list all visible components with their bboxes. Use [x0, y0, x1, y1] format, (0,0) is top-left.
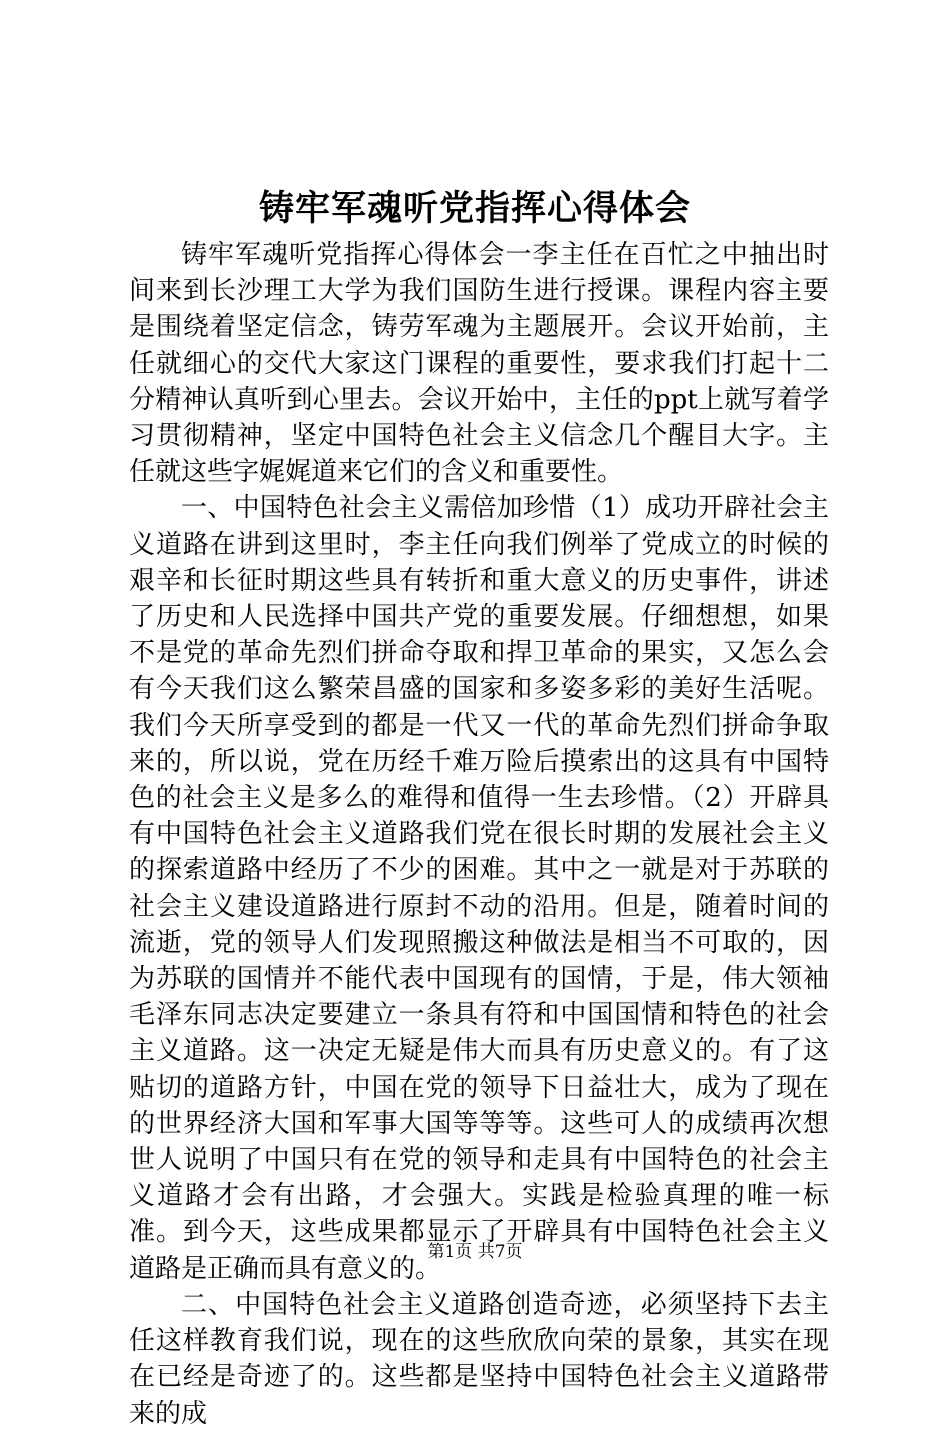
page-footer: 第1页 共7页	[427, 1242, 523, 1262]
paragraph-section-two: 二、中国特色社会主义道路创造奇迹，必须坚持下去主任这样教育我们说，现在的这些欣欣向荣的景象，其实在现在已经是奇迹了的。这些都是坚持中国特色社会主义道路带来的成	[129, 1289, 829, 1429]
document-title: 铸牢军魂听党指挥心得体会	[258, 188, 691, 229]
paragraph-section-one: 一、中国特色社会主义需倍加珍惜（1）成功开辟社会主义道路在讲到这里时，李主任向我们例举了党成立的时候的艰辛和长征时期这些具有转折和重大意义的历史事件，讲述了历史和人民选择中国共产党的重要发展。仔细想想，如果不是党的革命先烈们拼命夺取和捍卫革命的果实，又怎么会有今天我们这么繁荣昌盛的国家和多姿多彩的美好生活呢。我们今天所享受到的都是一代又一代的革命先烈们拼命争取来的，所以说，党在历经千难万险后摸索出的这具有中国特色的社会主义是多么的难得和值得一生去珍惜。（2）开辟具有中国特色社会主义道路我们党在很长时期的发展社会主义的探索道路中经历了不少的困难。其中之一就是对于苏联的社会主义建设道路进行原封不动的沿用。但是，随着时间的流逝，党的领导人们发现照搬这种做法是相当不可取的，因为苏联的国情并不能代表中国现有的国情，于是，伟大领袖毛泽东同志决定要建立一条具有符和中国国情和特色的社会主义道路。这一决定无疑是伟大而具有历史意义的。有了这贴切的道路方针，中国在党的领导下日益壮大，成为了现在的世界经济大国和军事大国等等等。这些可人的成绩再次想世人说明了中国只有在党的领导和走具有中国特色的社会主义道路才会有出路，才会强大。实践是检验真理的唯一标准。到今天，这些成果都显示了开辟具有中国特色社会主义道路是正确而具有意义的。	[129, 493, 829, 1284]
paragraph-intro: 铸牢军魂听党指挥心得体会一李主任在百忙之中抽出时间来到长沙理工大学为我们国防生进行授课。课程内容主要是围绕着坚定信念，铸劳军魂为主题展开。会议开始前，主任就细心的交代大家这门课程的重要性，要求我们打起十二分精神认真听到心里去。会议开始中，主任的ppt上就写着学习贯彻精神，坚定中国特色社会主义信念几个醒目大字。主任就这些字娓娓道来它们的含义和重要性。	[129, 240, 829, 488]
